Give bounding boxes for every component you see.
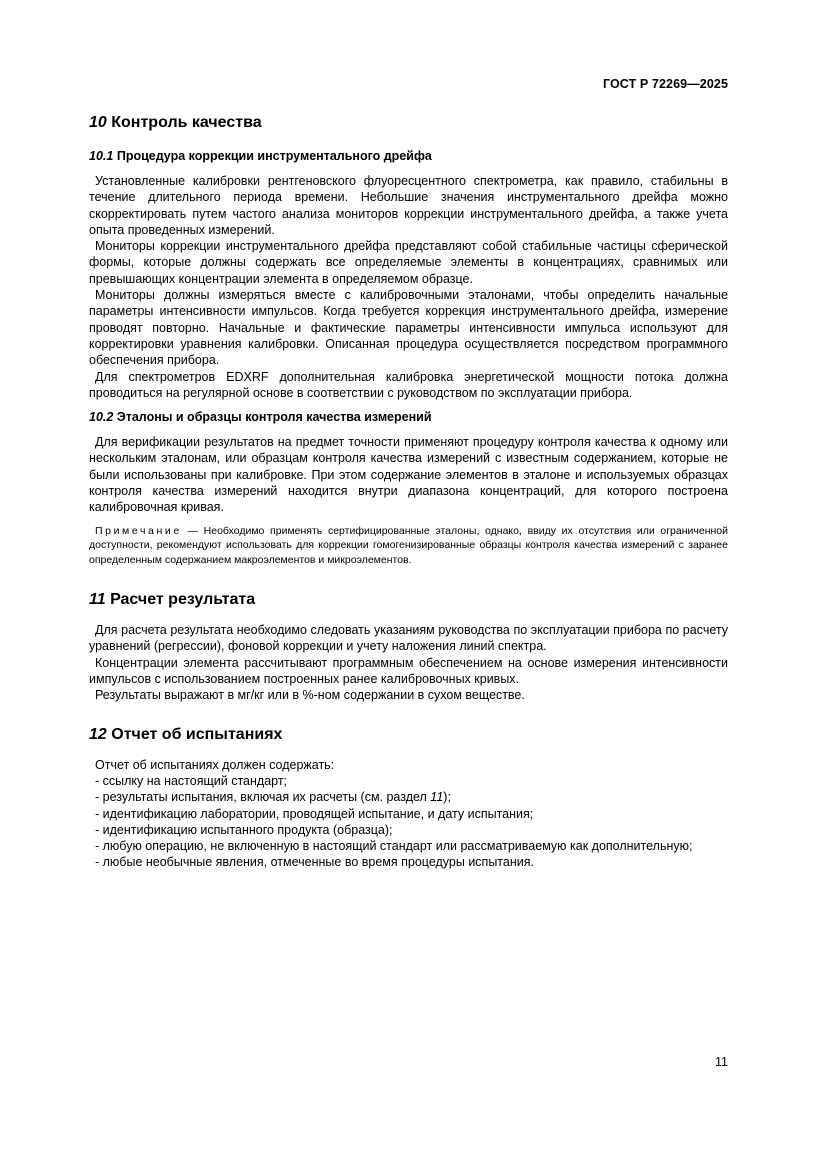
paragraph: Мониторы должны измеряться вместе с калибровочными эталонами, чтобы определить начальные параметры интенсивности импульсов. Когда требуется коррекция инструментального дрейфа, измерение проводят повторно. Начальные и фактические параметры интенсивности импульса используют для корректировки уравнения калибровки. Описанная процедура осуществляется посредством программного обеспечения прибора.	[89, 288, 728, 368]
paragraph: Концентрации элемента рассчитывают программным обеспечением на основе измерения интенсивности импульсов с использованием построенных ранее калибровочных кривых.	[89, 655, 728, 687]
list-intro: Отчет об испытаниях должен содержать:	[95, 757, 335, 772]
list-item	[89, 789, 728, 805]
section-title: Контроль качества	[111, 114, 262, 131]
note-label: Примечание	[95, 524, 182, 537]
subsection-10-1-heading	[89, 148, 728, 165]
section-11-heading	[89, 589, 728, 611]
list-item: - любые необычные явления, отмеченные во время процедуры испытания.	[95, 855, 534, 870]
list-item: - любую операцию, не включенную в настоящий стандарт или рассматриваемую как дополнительную;	[95, 839, 693, 854]
section-10-heading	[89, 112, 728, 134]
list-item: - идентификацию лаборатории, проводящей испытание, и дату испытания;	[95, 806, 534, 821]
list-item-tail: );	[443, 790, 451, 805]
subsection-10-2-heading	[89, 409, 728, 426]
paragraph: Для расчета результата необходимо следовать указаниям руководства по эксплуатации прибора по расчету уравнений (регрессии), фоновой коррекции и учету наложения линий спектра.	[89, 623, 728, 654]
page-content	[89, 112, 728, 871]
document-designation: ГОСТ Р 72269—2025	[602, 77, 728, 91]
paragraph: Мониторы коррекции инструментального дрейфа представляют собой стабильные частицы сферической формы, которые должны содержать все определяемые элементы в концентрациях, сравнимых или превышающих концентрации элемента в определяемом образце.	[89, 239, 728, 286]
section-number: 10	[89, 114, 107, 131]
section-reference: 11	[430, 790, 444, 805]
note-text: — Необходимо применять сертифицированные эталоны, однако, ввиду их отсутствия или ограниченной доступности, рекомендуют использовать для коррекции гомогенизированные образцы контроля качества измерений с заранее определенным содержанием макроэлементов и микроэлементов.	[89, 524, 728, 566]
subsection-title: Процедура коррекции инструментального дрейфа	[116, 149, 432, 163]
section-12-heading	[89, 724, 728, 746]
paragraph: Для верификации результатов на предмет точности применяют процедуру контроля качества к одному или нескольким эталонам, или образцам контроля качества измерений с известным содержанием, которые не были использованы при калибровке. При этом содержание элементов в эталоне и используемых образцах контроля качества измерений находится внутри диапазона концентраций, для которого построена калибровочная кривая.	[89, 435, 728, 515]
list-item-text: - результаты испытания, включая их расчеты (см. раздел	[95, 790, 431, 805]
paragraph: Установленные калибровки рентгеновского флуоресцентного спектрометра, как правило, стабильны в течение длительного периода времени. Небольшие значения инструментального дрейфа можно скорректировать путем частого анализа мониторов коррекции инструментального дрейфа, а также учета опыта проведенных измерений.	[89, 174, 728, 237]
subsection-title: Эталоны и образцы контроля качества измерений	[116, 410, 432, 425]
list-item: - ссылку на настоящий стандарт;	[95, 773, 288, 788]
page-number: 11	[715, 1055, 728, 1069]
subsection-number: 10.1	[89, 149, 114, 163]
paragraph: Для спектрометров EDXRF дополнительная калибровка энергетической мощности потока должна проводиться на регулярной основе в соответствии с руководством по эксплуатации прибора.	[89, 369, 728, 400]
section-number: 11	[89, 591, 106, 609]
list-item: - идентификацию испытанного продукта (образца);	[95, 822, 393, 837]
subsection-number: 10.2	[89, 410, 114, 425]
note	[89, 524, 728, 568]
section-title: Расчет результата	[110, 591, 256, 609]
section-number: 12	[89, 725, 107, 743]
paragraph: Результаты выражают в мг/кг или в %-ном содержании в сухом веществе.	[95, 688, 525, 703]
section-title: Отчет об испытаниях	[111, 725, 283, 743]
